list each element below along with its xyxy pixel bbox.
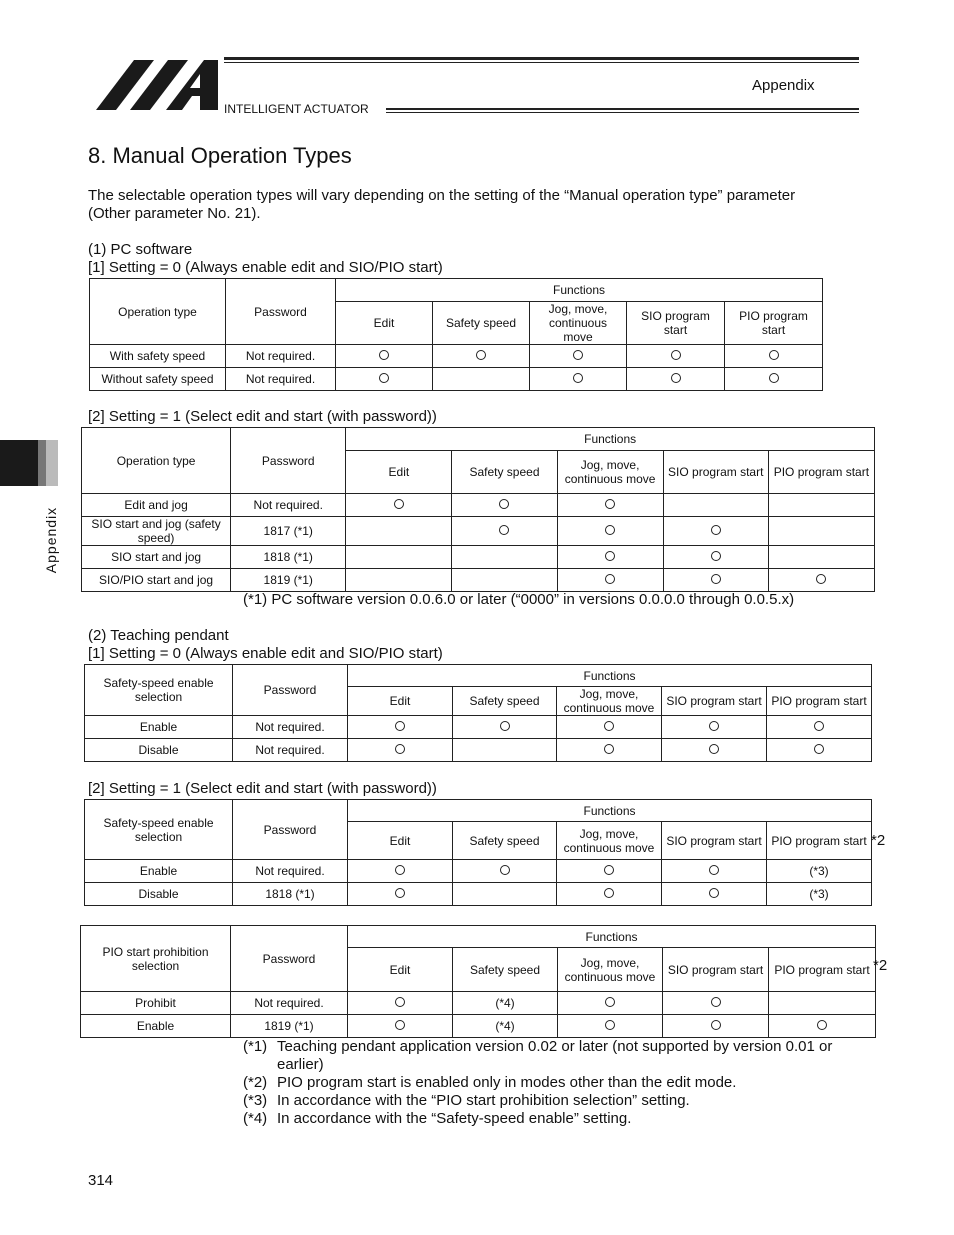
available-mark-icon (671, 350, 681, 360)
row-password: 1818 (*1) (233, 883, 348, 906)
available-mark-icon (395, 721, 405, 731)
header-sio: SIO program start (663, 451, 768, 494)
header-safety-enable-selection: Safety-speed enable selection (85, 665, 233, 716)
side-tab-marker (0, 440, 58, 486)
pc-footnote: (*1) PC software version 0.0.6.0 or later (“0000” in versions 0.0.0.0 through 0.0.5.x) (243, 591, 795, 608)
function-cell (346, 546, 452, 569)
header-functions: Functions (348, 926, 876, 948)
function-cell (725, 345, 823, 368)
tp-setting1-heading: [2] Setting = 1 (Select edit and start (with password)) (88, 780, 437, 797)
available-mark-icon (671, 373, 681, 383)
tp-heading: (2) Teaching pendant (88, 627, 229, 644)
available-mark-icon (476, 350, 486, 360)
row-password: Not required. (233, 860, 348, 883)
row-password: 1819 (*1) (231, 1015, 348, 1038)
header-password: Password (231, 926, 348, 992)
function-cell (768, 546, 874, 569)
side-label: Appendix (43, 506, 60, 574)
available-mark-icon (605, 525, 615, 535)
header-functions: Functions (348, 665, 872, 687)
available-mark-icon (604, 721, 614, 731)
available-mark-icon (499, 525, 509, 535)
function-cell (627, 368, 725, 391)
function-cell: (*4) (453, 1015, 558, 1038)
available-mark-icon (709, 865, 719, 875)
header-password: Password (233, 800, 348, 860)
note-key: (*4) (243, 1110, 268, 1127)
header-safety-speed: Safety speed (453, 822, 557, 860)
header-jog: Jog, move, continuous move (558, 948, 663, 992)
function-cell (452, 494, 557, 517)
function-cell (348, 716, 453, 739)
note-text: In accordance with the “Safety-speed enable” setting. (277, 1110, 632, 1127)
function-cell (557, 517, 663, 546)
note-4 (243, 1110, 883, 1128)
available-mark-icon (605, 1020, 615, 1030)
function-cell (348, 860, 453, 883)
header-functions: Functions (336, 279, 823, 302)
function-cell (336, 368, 433, 391)
pc-heading: (1) PC software (88, 241, 193, 258)
header-jog: Jog, move, continuous move (557, 822, 662, 860)
header-operation-type: Operation type (82, 428, 231, 494)
function-cell (768, 494, 874, 517)
function-cell (725, 368, 823, 391)
header-jog: Jog, move, continuous move (557, 451, 663, 494)
row-password: Not required. (233, 739, 348, 762)
available-mark-icon (711, 997, 721, 1007)
pc-setting0-table (89, 278, 823, 391)
row-label: Without safety speed (90, 368, 226, 391)
section-label: Appendix (752, 77, 815, 94)
row-label: SIO/PIO start and jog (82, 569, 231, 592)
row-password: 1818 (*1) (231, 546, 346, 569)
available-mark-icon (769, 373, 779, 383)
header-password: Password (231, 428, 346, 494)
row-label: Enable (81, 1015, 231, 1038)
row-label: Disable (85, 883, 233, 906)
table-row (85, 739, 872, 762)
tp-setting1-table (84, 799, 872, 906)
function-cell (558, 1015, 663, 1038)
row-password: Not required. (226, 368, 336, 391)
row-label: Enable (85, 860, 233, 883)
header-pio: PIO program start (725, 302, 823, 345)
row-password: Not required. (231, 494, 346, 517)
available-mark-icon (379, 350, 389, 360)
function-cell (627, 345, 725, 368)
available-mark-icon (816, 574, 826, 584)
function-cell (557, 883, 662, 906)
header-pio: PIO program start (768, 451, 874, 494)
header-password: Password (226, 279, 336, 345)
header-pio: PIO program start (769, 948, 876, 992)
table-row (82, 517, 875, 546)
function-cell (346, 494, 452, 517)
pio-prohibition-table (80, 925, 876, 1038)
header-jog: Jog, move, continuous move (557, 687, 662, 716)
available-mark-icon (709, 888, 719, 898)
function-cell (663, 992, 769, 1015)
function-cell (433, 345, 530, 368)
available-mark-icon (395, 865, 405, 875)
star2-marker: *2 (871, 832, 886, 849)
function-cell (768, 569, 874, 592)
table-row (85, 883, 872, 906)
table-row (85, 860, 872, 883)
header-edit: Edit (336, 302, 433, 345)
function-cell (557, 716, 662, 739)
table-row (90, 368, 823, 391)
function-cell (452, 569, 557, 592)
row-password: Not required. (231, 992, 348, 1015)
function-cell (453, 883, 557, 906)
header-functions: Functions (346, 428, 875, 451)
available-mark-icon (379, 373, 389, 383)
available-mark-icon (711, 525, 721, 535)
available-mark-icon (605, 499, 615, 509)
available-mark-icon (395, 997, 405, 1007)
header-edit: Edit (348, 687, 453, 716)
note-1 (243, 1038, 883, 1074)
note-text-cont: earlier) (277, 1056, 324, 1073)
header-edit: Edit (348, 822, 453, 860)
intro-paragraph: The selectable operation types will vary depending on the setting of the “Manual operation type” parameter (Other parameter No. 21). (88, 187, 796, 222)
header-safety-speed: Safety speed (452, 451, 557, 494)
row-label: With safety speed (90, 345, 226, 368)
function-cell: (*4) (453, 992, 558, 1015)
row-label: Disable (85, 739, 233, 762)
function-cell (662, 739, 767, 762)
row-password: Not required. (226, 345, 336, 368)
available-mark-icon (395, 888, 405, 898)
function-cell (769, 992, 876, 1015)
header-jog: Jog, move, continuous move (530, 302, 627, 345)
available-mark-icon (395, 1020, 405, 1030)
function-cell (348, 992, 453, 1015)
note-text: PIO program start is enabled only in modes other than the edit mode. (277, 1074, 737, 1091)
header-pio: PIO program start (767, 822, 872, 860)
function-cell (557, 569, 663, 592)
note-text: Teaching pendant application version 0.02 or later (not supported by version 0.01 or (277, 1038, 833, 1055)
function-cell (348, 883, 453, 906)
row-label: Prohibit (81, 992, 231, 1015)
function-cell (662, 883, 767, 906)
available-mark-icon (709, 721, 719, 731)
note-key: (*1) (243, 1038, 268, 1055)
function-cell (453, 860, 557, 883)
function-cell (663, 546, 768, 569)
function-cell (348, 739, 453, 762)
available-mark-icon (499, 499, 509, 509)
function-cell (663, 494, 768, 517)
available-mark-icon (711, 574, 721, 584)
company-name: INTELLIGENT ACTUATOR (224, 102, 369, 116)
table-row (82, 494, 875, 517)
page-number: 314 (88, 1172, 114, 1189)
header-pio: PIO program start (767, 687, 872, 716)
available-mark-icon (604, 888, 614, 898)
header-operation-type: Operation type (90, 279, 226, 345)
function-cell (767, 739, 872, 762)
function-cell (662, 860, 767, 883)
note-3 (243, 1092, 883, 1110)
row-label: SIO start and jog (82, 546, 231, 569)
header-sio: SIO program start (627, 302, 725, 345)
available-mark-icon (709, 744, 719, 754)
header-edit: Edit (348, 948, 453, 992)
function-cell: (*3) (767, 860, 872, 883)
header-sio: SIO program start (663, 948, 769, 992)
available-mark-icon (711, 551, 721, 561)
table-row (81, 992, 876, 1015)
header-bottom-rule (386, 108, 859, 110)
function-cell (557, 494, 663, 517)
available-mark-icon (605, 997, 615, 1007)
function-cell (663, 569, 768, 592)
header-sio: SIO program start (662, 822, 767, 860)
function-cell (530, 368, 627, 391)
pc-setting1-heading: [2] Setting = 1 (Select edit and start (with password)) (88, 408, 437, 425)
function-cell (336, 345, 433, 368)
function-cell (769, 1015, 876, 1038)
row-password: 1817 (*1) (231, 517, 346, 546)
function-cell (767, 716, 872, 739)
header-top-rule (224, 57, 859, 60)
available-mark-icon (604, 744, 614, 754)
function-cell (557, 860, 662, 883)
table-row (81, 1015, 876, 1038)
page-title: 8. Manual Operation Types (88, 143, 352, 168)
note-2 (243, 1074, 883, 1092)
header-safety-enable-selection: Safety-speed enable selection (85, 800, 233, 860)
function-cell (433, 368, 530, 391)
note-text: In accordance with the “PIO start prohibition selection” setting. (277, 1092, 690, 1109)
function-cell (530, 345, 627, 368)
function-cell: (*3) (767, 883, 872, 906)
available-mark-icon (394, 499, 404, 509)
function-cell (768, 517, 874, 546)
header-bottom-rule-thin (386, 112, 859, 113)
function-cell (452, 517, 557, 546)
available-mark-icon (500, 865, 510, 875)
available-mark-icon (395, 744, 405, 754)
available-mark-icon (573, 373, 583, 383)
row-label: Edit and jog (82, 494, 231, 517)
function-cell (453, 716, 557, 739)
row-password: 1819 (*1) (231, 569, 346, 592)
row-label: Enable (85, 716, 233, 739)
notes (243, 1038, 883, 1128)
pc-setting0-heading: [1] Setting = 0 (Always enable edit and SIO/PIO start) (88, 259, 443, 276)
available-mark-icon (500, 721, 510, 731)
table-row (82, 569, 875, 592)
function-cell (663, 1015, 769, 1038)
header-safety-speed: Safety speed (433, 302, 530, 345)
available-mark-icon (605, 574, 615, 584)
function-cell (663, 517, 768, 546)
available-mark-icon (711, 1020, 721, 1030)
tp-setting0-table (84, 664, 872, 762)
row-password: Not required. (233, 716, 348, 739)
function-cell (452, 546, 557, 569)
note-key: (*2) (243, 1074, 268, 1091)
header-pio-prohibition-selection: PIO start prohibition selection (81, 926, 231, 992)
available-mark-icon (573, 350, 583, 360)
function-cell (453, 739, 557, 762)
available-mark-icon (604, 865, 614, 875)
table-row (85, 716, 872, 739)
available-mark-icon (814, 744, 824, 754)
header-edit: Edit (346, 451, 452, 494)
function-cell (662, 716, 767, 739)
pc-setting1-table (81, 427, 875, 592)
table-row (82, 546, 875, 569)
table-row (90, 345, 823, 368)
available-mark-icon (605, 551, 615, 561)
function-cell (348, 1015, 453, 1038)
star2-marker: *2 (873, 957, 888, 974)
header-sio: SIO program start (662, 687, 767, 716)
header-safety-speed: Safety speed (453, 948, 558, 992)
function-cell (346, 569, 452, 592)
iai-logo (96, 58, 220, 112)
function-cell (557, 546, 663, 569)
available-mark-icon (814, 721, 824, 731)
function-cell (558, 992, 663, 1015)
row-label: SIO start and jog (safety speed) (82, 517, 231, 546)
header-password: Password (233, 665, 348, 716)
available-mark-icon (817, 1020, 827, 1030)
tp-setting0-heading: [1] Setting = 0 (Always enable edit and SIO/PIO start) (88, 645, 443, 662)
header-safety-speed: Safety speed (453, 687, 557, 716)
header-top-rule-thin (224, 62, 859, 63)
note-key: (*3) (243, 1092, 268, 1109)
available-mark-icon (769, 350, 779, 360)
function-cell (346, 517, 452, 546)
function-cell (557, 739, 662, 762)
header-functions: Functions (348, 800, 872, 822)
